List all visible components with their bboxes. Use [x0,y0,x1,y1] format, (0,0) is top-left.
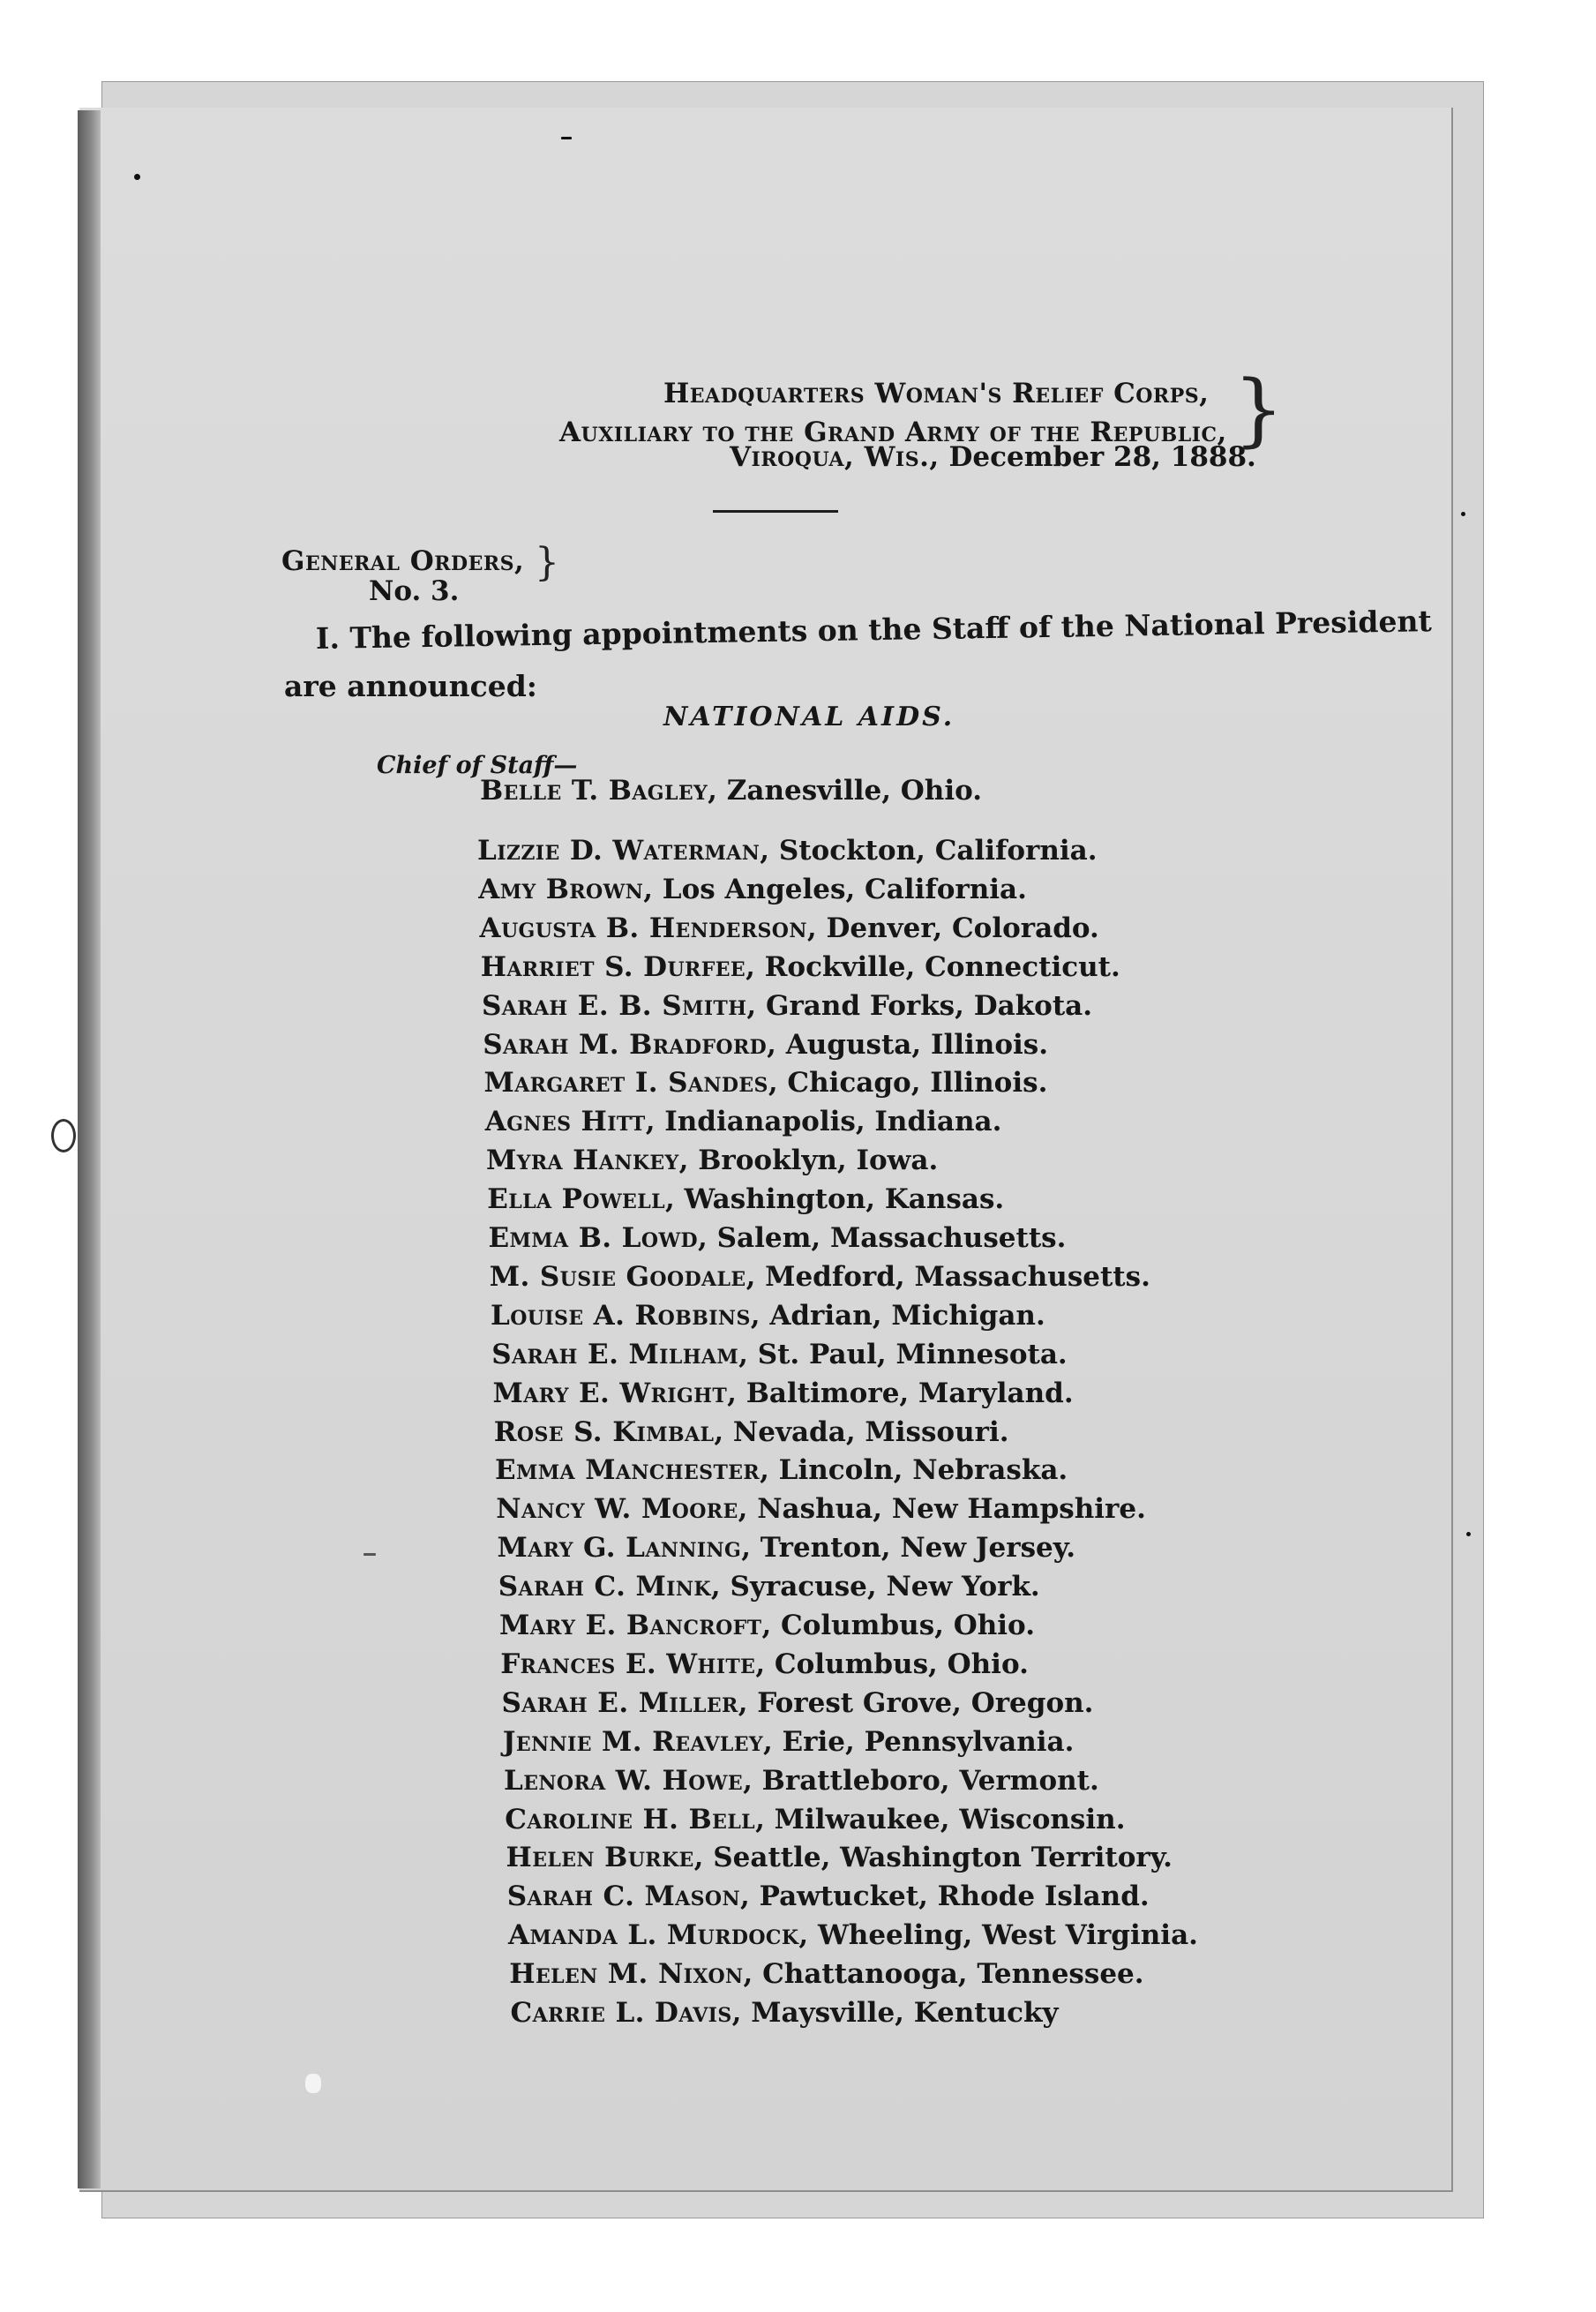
aid-place: , Chicago, Illinois. [768,1067,1048,1100]
orders-brace: } [535,540,559,585]
aid-name: Agnes Hitt [484,1106,646,1138]
aid-name: Sarah E. B. Smith [482,989,747,1022]
aid-entry [502,1687,1094,1719]
aid-name: Frances E. White [500,1648,756,1680]
aid-place: , Maysville, Kentucky [731,1997,1059,2029]
aid-entry [494,1416,1009,1448]
aid-place: , St. Paul, Minnesota. [738,1338,1068,1370]
aid-name: Mary G. Lanning [497,1532,742,1565]
aid-entry [491,1300,1045,1332]
aid-entry [487,1183,1004,1215]
aid-entry [496,1493,1146,1525]
aid-entry [500,1648,1029,1680]
aid-name: Sarah C. Mason [506,1880,740,1913]
aid-entry [498,1571,1040,1603]
aid-place: , Rockville, Connecticut. [746,950,1120,983]
aid-place: , Chattanooga, Tennessee. [743,1958,1144,1991]
aid-place: , Denver, Colorado. [806,912,1099,944]
aid-entry [511,1997,1059,2029]
aid-place: , Brooklyn, Iowa. [678,1145,939,1177]
header-date: December 28, 1888. [939,441,1256,473]
aid-place: , Seattle, Washington Territory. [693,1842,1173,1874]
aid-name: Lizzie D. Waterman [477,835,761,867]
intro-line-2: are announced: [284,669,537,703]
chief-of-staff-label: Chief of Staff— [377,752,578,779]
aid-entry [478,874,1027,905]
aid-name: Sarah E. Milham [491,1338,739,1370]
aid-entry [483,1029,1048,1061]
aid-name: Amanda L. Murdock [508,1919,799,1952]
header-line-2: Auxiliary to the Grand Army of the Republic, [559,417,1227,448]
aid-place: , Adrian, Michigan. [750,1299,1045,1332]
aid-place: , Baltimore, Maryland. [727,1377,1074,1409]
aid-entry [498,1532,1076,1564]
aid-place: , Los Angeles, California. [643,873,1027,905]
aid-entry [506,1842,1173,1873]
page-edge-shadow [78,110,101,2188]
aid-place: , Nashua, New Hampshire. [738,1493,1146,1526]
intro-line-1: I. The following appointments on the Staff of the National President [315,604,1432,656]
aid-place: , Pawtucket, Rhode Island. [740,1880,1150,1913]
aid-name: Louise A. Robbins [491,1299,751,1332]
chief-name: Belle T. Bagley [480,775,708,807]
aid-place: , Syracuse, New York. [710,1571,1040,1603]
aid-name: Emma B. Lowd [488,1222,699,1254]
dust-speck [134,174,140,180]
aid-name: Nancy W. Moore [496,1493,738,1526]
general-orders-number: No. 3. [369,575,460,607]
aid-entry [477,835,1098,867]
dust-speck [305,2074,321,2093]
aid-entry [493,1377,1074,1409]
aid-entry [484,1067,1048,1099]
aid-place: , Grand Forks, Dakota. [746,989,1093,1022]
aid-entry [509,1958,1143,1990]
aid-name: Helen M. Nixon [509,1958,744,1991]
aid-place: , Forest Grove, Oregon. [738,1686,1094,1719]
chief-place: , Zanesville, Ohio. [708,775,983,807]
aid-place: , Lincoln, Nebraska. [760,1454,1068,1487]
aid-entry [482,990,1092,1022]
aid-place: , Medford, Massachusetts. [746,1260,1150,1293]
dust-speck [561,137,572,139]
aid-entry [504,1765,1099,1797]
aid-name: Mary E. Wright [492,1377,728,1409]
aid-name: Sarah E. Miller [501,1686,738,1719]
aid-entry [505,1804,1125,1835]
header-line-1: Headquarters Woman's Relief Corps, [663,378,1210,409]
aid-place: , Columbus, Ohio. [761,1610,1035,1641]
aid-name: Sarah M. Bradford [483,1028,768,1061]
aid-entry [495,1454,1068,1486]
aid-name: Lenora W. Howe [504,1764,744,1797]
aid-name: Myra Hankey [486,1145,679,1177]
aid-place: , Brattleboro, Vermont. [743,1764,1099,1797]
aid-entry [491,1339,1067,1370]
aid-entry [489,1222,1067,1254]
margin-mark [51,1119,76,1152]
aid-name: Carrie L. Davis [510,1997,732,2029]
dust-speck [1466,1532,1471,1536]
aid-place: , Wheeling, West Virginia. [798,1919,1198,1952]
aid-name: Harriet S. Durfee [480,950,746,983]
aid-name: Ella Powell [487,1183,665,1216]
general-orders-title: General Orders, [281,545,525,577]
aid-place: , Trenton, New Jersey. [741,1532,1076,1565]
chief-of-staff-entry [480,775,982,807]
aid-name: Margaret I. Sandes [483,1067,768,1100]
aid-name: Rose S. Kimbal [493,1415,715,1448]
aid-name: Mary E. Bancroft [499,1610,762,1641]
aid-entry [508,1919,1198,1951]
aid-name: Caroline H. Bell [505,1803,756,1835]
section-heading: NATIONAL AIDS. [663,702,955,732]
aid-place: , Indianapolis, Indiana. [645,1106,1002,1138]
aid-entry [507,1880,1150,1912]
aid-name: M. Susie Goodale [489,1260,746,1293]
aid-name: Sarah C. Mink [498,1571,711,1603]
aid-place: , Augusta, Illinois. [767,1028,1049,1061]
aid-entry [485,1106,1002,1137]
header-line-3 [730,441,1256,473]
aid-name: Emma Manchester [495,1454,761,1487]
aid-entry [481,951,1120,983]
aid-place: , Nevada, Missouri. [714,1415,1009,1448]
header-divider [713,510,838,513]
aid-place: , Salem, Massachusetts. [698,1222,1067,1254]
aid-entry [480,912,1099,944]
header-place: Viroqua, Wis., [730,441,940,473]
dust-speck [363,1553,376,1556]
aid-place: , Milwaukee, Wisconsin. [755,1803,1126,1835]
aid-place: , Columbus, Ohio. [755,1648,1029,1680]
aid-name: Augusta B. Henderson [479,912,807,944]
aid-entry [490,1261,1150,1293]
aid-name: Helen Burke [506,1842,694,1874]
aid-entry [499,1610,1035,1641]
aid-name: Amy Brown [478,873,644,905]
aid-name: Jennie M. Reavley [502,1725,763,1758]
aid-entry [503,1726,1075,1758]
dust-speck [1461,512,1465,516]
header-brace: } [1233,364,1285,456]
aid-place: , Stockton, California. [760,835,1098,867]
aid-entry [486,1145,938,1176]
aid-place: , Erie, Pennsylvania. [762,1725,1075,1758]
aid-place: , Washington, Kansas. [664,1183,1005,1216]
